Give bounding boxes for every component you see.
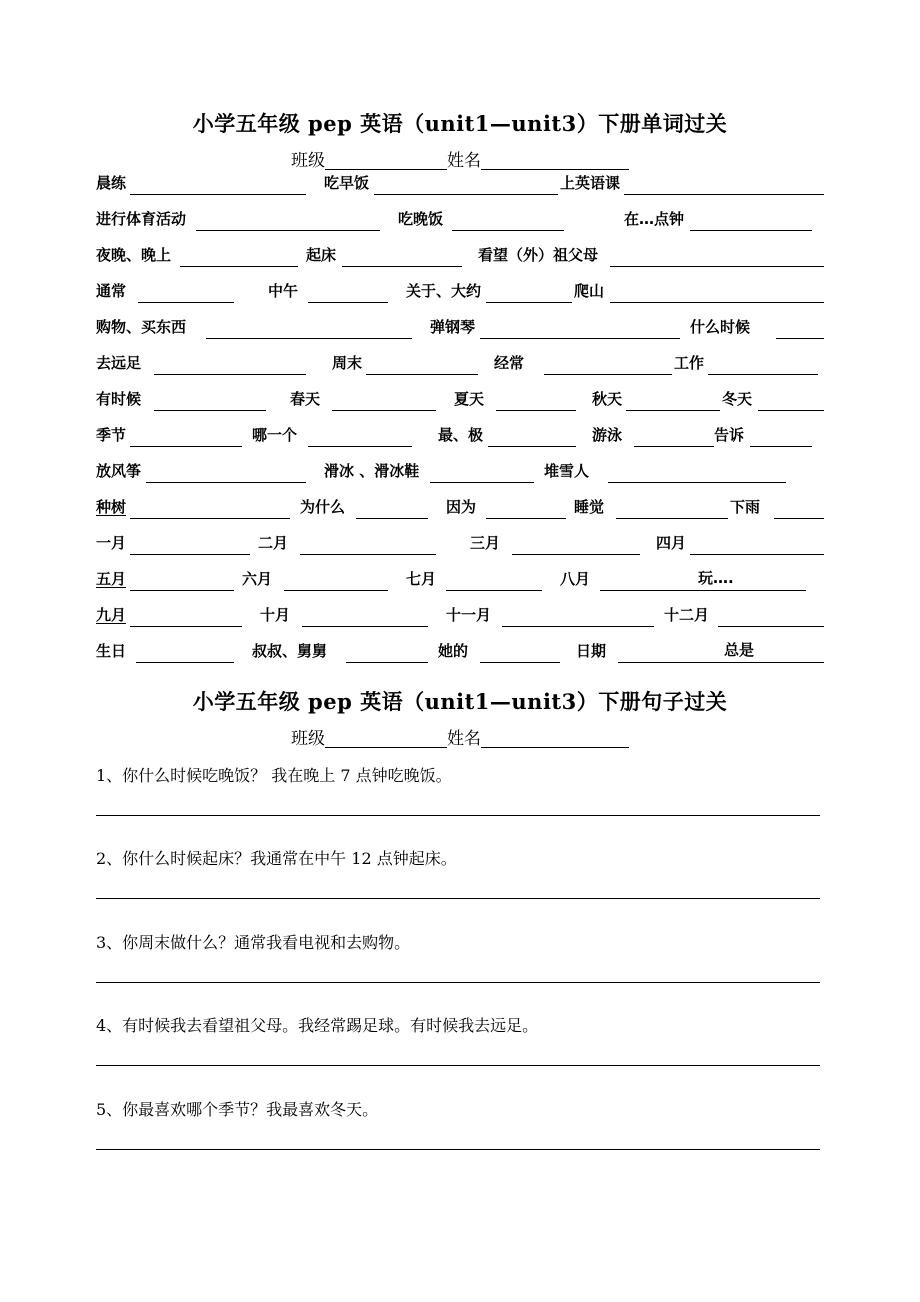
vocab-word: 为什么	[300, 498, 346, 516]
answer-blank[interactable]	[480, 338, 680, 339]
vocab-row	[96, 388, 824, 412]
answer-blank[interactable]	[154, 374, 306, 375]
answer-blank[interactable]	[452, 230, 564, 231]
vocab-word: 夏天	[454, 390, 485, 408]
vocab-word: 她的	[438, 642, 469, 660]
sentence-prompt: 2、你什么时候起床？我通常在中午 12 点钟起床。	[96, 849, 457, 868]
answer-blank[interactable]	[180, 266, 298, 267]
vocab-word: 三月	[470, 534, 501, 552]
vocab-word: 冬天	[722, 390, 753, 408]
vocab-word: 起床	[306, 246, 337, 264]
vocab-word: 四月	[656, 534, 687, 552]
vocab-row	[96, 604, 824, 628]
answer-blank[interactable]	[206, 338, 412, 339]
vocab-word: 玩….	[698, 569, 734, 587]
vocab-word: 二月	[258, 534, 289, 552]
name-label: 姓名	[447, 151, 481, 171]
vocab-word: 有时候	[96, 390, 142, 408]
vocab-word: 进行体育活动	[96, 210, 187, 228]
answer-blank[interactable]	[608, 482, 786, 483]
answer-blank[interactable]	[708, 374, 818, 375]
vocab-word: 日期	[576, 642, 607, 660]
vocab-word: 中午	[268, 282, 299, 300]
vocab-word: 什么时候	[690, 318, 751, 336]
answer-blank[interactable]	[130, 518, 290, 519]
answer-blank[interactable]	[130, 554, 250, 555]
name-blank[interactable]	[481, 151, 629, 170]
sentence-prompt: 4、有时候我去看望祖父母。我经常踢足球。有时候我去远足。	[96, 1016, 539, 1035]
class-blank[interactable]	[325, 151, 447, 170]
vocab-word: 因为	[446, 498, 477, 516]
vocab-word: 种树	[96, 498, 127, 516]
answer-blank[interactable]	[130, 194, 306, 195]
answer-line[interactable]	[96, 898, 820, 899]
answer-blank[interactable]	[374, 194, 558, 195]
answer-blank[interactable]	[690, 230, 812, 231]
vocab-word: 关于、大约	[406, 282, 482, 300]
vocab-word: 总是	[724, 641, 755, 659]
vocab-row	[96, 532, 824, 556]
vocab-word: 五月	[96, 570, 127, 588]
vocab-row	[96, 424, 824, 448]
answer-line[interactable]	[96, 1149, 820, 1150]
answer-blank[interactable]	[624, 194, 824, 195]
vocab-row	[96, 640, 824, 664]
vocab-word: 晨练	[96, 174, 127, 192]
name-blank[interactable]	[481, 729, 629, 748]
sentence-title: 小学五年级 pep 英语（unit1—unit3）下册句子过关	[192, 689, 728, 714]
answer-blank[interactable]	[300, 554, 436, 555]
answer-blank[interactable]	[496, 410, 576, 411]
vocab-word: 经常	[494, 354, 525, 372]
answer-blank[interactable]	[634, 446, 714, 447]
answer-blank[interactable]	[600, 590, 806, 591]
vocab-word: 下雨	[730, 498, 761, 516]
answer-blank[interactable]	[610, 266, 824, 267]
vocab-word: 去远足	[96, 354, 142, 372]
vocab-word: 上英语课	[560, 174, 621, 192]
vocab-word: 吃早饭	[324, 174, 370, 192]
answer-blank[interactable]	[138, 302, 234, 303]
vocab-word: 夜晚、晚上	[96, 246, 172, 264]
answer-line[interactable]	[96, 982, 820, 983]
vocab-word: 弹钢琴	[430, 318, 476, 336]
class-label: 班级	[291, 729, 325, 749]
answer-line[interactable]	[96, 1065, 820, 1066]
vocab-title: 小学五年级 pep 英语（unit1—unit3）下册单词过关	[192, 111, 728, 136]
vocab-word: 睡觉	[574, 498, 605, 516]
vocab-row	[96, 460, 824, 484]
class-label: 班级	[291, 151, 325, 171]
vocab-row	[96, 208, 824, 232]
answer-blank[interactable]	[758, 410, 824, 411]
vocab-row	[96, 316, 824, 340]
answer-blank[interactable]	[196, 230, 380, 231]
answer-blank[interactable]	[486, 302, 572, 303]
answer-blank[interactable]	[146, 482, 306, 483]
answer-blank[interactable]	[308, 302, 388, 303]
answer-blank[interactable]	[502, 626, 654, 627]
sentence-prompt: 5、你最喜欢哪个季节？我最喜欢冬天。	[96, 1100, 379, 1119]
vocab-row	[96, 172, 824, 196]
vocab-word: 看望（外）祖父母	[478, 246, 599, 264]
answer-blank[interactable]	[544, 374, 672, 375]
answer-blank[interactable]	[346, 662, 428, 663]
answer-blank[interactable]	[486, 518, 566, 519]
vocab-word: 哪一个	[252, 426, 298, 444]
vocab-word: 吃晚饭	[398, 210, 444, 228]
vocab-word: 秋天	[592, 390, 623, 408]
vocab-row	[96, 568, 824, 592]
vocab-word: 在…点钟	[624, 210, 685, 228]
answer-blank[interactable]	[302, 626, 428, 627]
name-label: 姓名	[447, 729, 481, 749]
vocab-word: 十一月	[446, 606, 492, 624]
answer-blank[interactable]	[776, 338, 824, 339]
answer-blank[interactable]	[366, 374, 478, 375]
answer-blank[interactable]	[626, 410, 720, 411]
answer-blank[interactable]	[130, 446, 242, 447]
vocab-word: 告诉	[714, 426, 745, 444]
vocab-word: 爬山	[574, 282, 605, 300]
answer-blank[interactable]	[616, 518, 728, 519]
vocab-row	[96, 496, 824, 520]
vocab-word: 滑冰 、滑冰鞋	[324, 462, 420, 480]
sentence-info-line	[0, 724, 920, 749]
vocab-word: 游泳	[592, 426, 623, 444]
vocab-word: 六月	[242, 570, 273, 588]
answer-blank[interactable]	[130, 626, 242, 627]
answer-blank[interactable]	[610, 302, 824, 303]
answer-line[interactable]	[96, 815, 820, 816]
vocab-word: 叔叔、舅舅	[252, 642, 328, 660]
vocab-word: 最、极	[438, 426, 484, 444]
vocab-word: 通常	[96, 282, 127, 300]
vocab-word: 生日	[96, 642, 127, 660]
answer-blank[interactable]	[618, 662, 824, 663]
answer-blank[interactable]	[690, 554, 824, 555]
answer-blank[interactable]	[308, 446, 412, 447]
vocab-word: 八月	[560, 570, 591, 588]
vocab-row	[96, 244, 824, 268]
class-blank[interactable]	[325, 729, 447, 748]
answer-blank[interactable]	[480, 662, 560, 663]
vocab-word: 十二月	[664, 606, 710, 624]
vocab-word: 周末	[332, 354, 363, 372]
sentence-prompt: 1、你什么时候吃晚饭？ 我在晚上 7 点钟吃晚饭。	[96, 766, 452, 785]
vocab-word: 一月	[96, 534, 127, 552]
answer-blank[interactable]	[750, 446, 812, 447]
answer-blank[interactable]	[284, 590, 388, 591]
answer-blank[interactable]	[446, 590, 542, 591]
vocab-word: 放风筝	[96, 462, 142, 480]
vocab-word: 工作	[674, 354, 705, 372]
vocab-word: 七月	[406, 570, 437, 588]
answer-blank[interactable]	[430, 482, 534, 483]
answer-blank[interactable]	[136, 662, 234, 663]
sentence-prompt: 3、你周末做什么？通常我看电视和去购物。	[96, 933, 411, 952]
answer-blank[interactable]	[774, 518, 824, 519]
vocab-row	[96, 280, 824, 304]
vocab-word: 九月	[96, 606, 127, 624]
vocab-row	[96, 352, 824, 376]
vocab-word: 购物、买东西	[96, 318, 187, 336]
vocab-info-line	[0, 146, 920, 171]
answer-blank[interactable]	[488, 446, 576, 447]
answer-blank[interactable]	[718, 626, 824, 627]
answer-blank[interactable]	[154, 410, 266, 411]
answer-blank[interactable]	[332, 410, 436, 411]
vocab-word: 十月	[260, 606, 291, 624]
answer-blank[interactable]	[512, 554, 640, 555]
answer-blank[interactable]	[356, 518, 428, 519]
vocab-word: 堆雪人	[544, 462, 590, 480]
vocab-word: 季节	[96, 426, 127, 444]
answer-blank[interactable]	[130, 590, 234, 591]
vocab-word: 春天	[290, 390, 321, 408]
answer-blank[interactable]	[342, 266, 462, 267]
